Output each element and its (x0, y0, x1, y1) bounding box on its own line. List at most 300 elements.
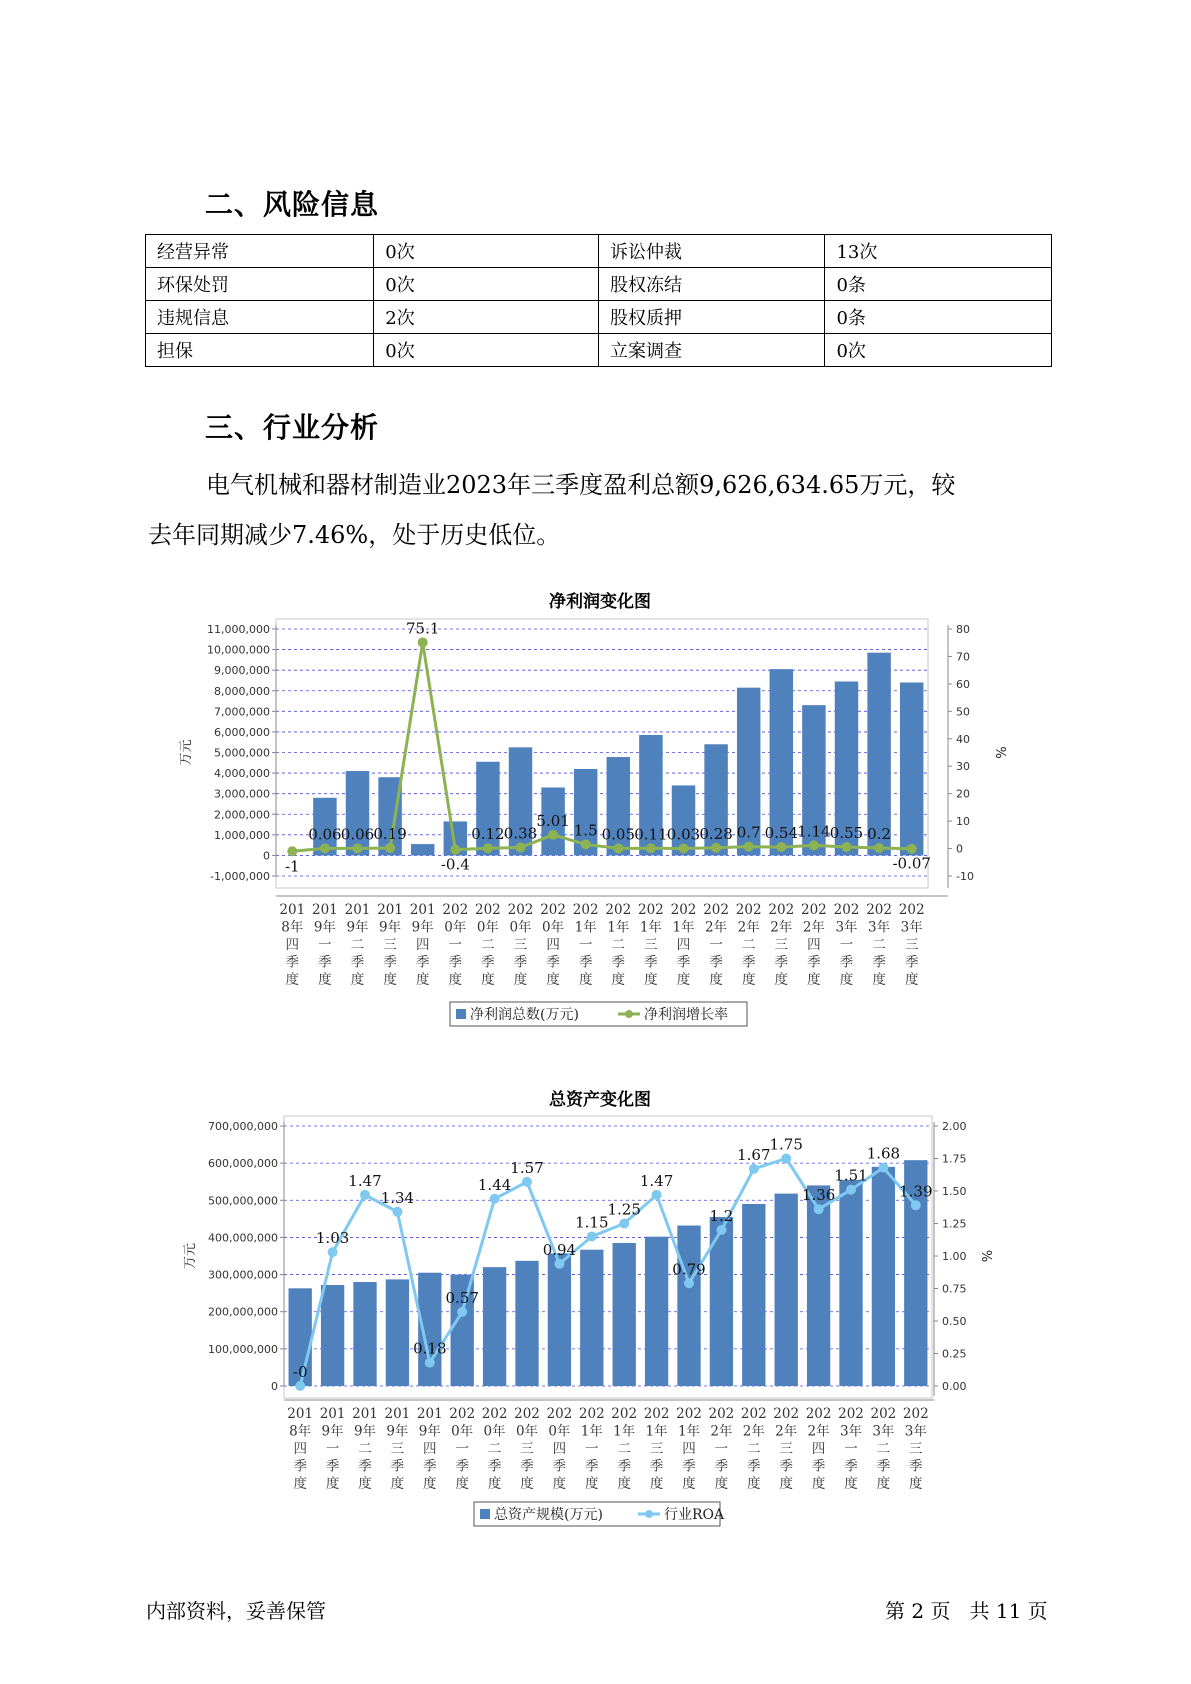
x-tick-label: 二 (872, 937, 886, 953)
x-tick-label: 季 (747, 1458, 761, 1475)
x-tick-label: 202 (572, 902, 599, 918)
point-label: 1.34 (380, 1188, 415, 1207)
x-tick-label: 季 (611, 954, 626, 971)
x-tick-label: 202 (773, 1406, 800, 1422)
series-point (516, 843, 526, 853)
x-tick-label: 一 (325, 1441, 340, 1457)
x-tick-label: 度 (455, 1476, 469, 1492)
x-tick-label: 201 (287, 1406, 314, 1422)
y2-tick-label: -10 (956, 870, 974, 883)
x-tick-label: 四 (546, 937, 560, 953)
y-tick-label: 9,000,000 (214, 664, 270, 678)
point-label: 1.39 (899, 1182, 933, 1201)
x-tick-label: 度 (747, 1476, 761, 1492)
x-tick-label: 季 (811, 1458, 826, 1475)
bar (321, 1285, 344, 1386)
x-tick-label: 度 (585, 1476, 599, 1492)
x-tick-label: 202 (540, 902, 566, 918)
x-tick-label: 9年 (411, 919, 434, 936)
point-label: 1.15 (575, 1213, 609, 1232)
risk-table-row (146, 334, 1052, 367)
x-tick-label: 四 (423, 1441, 437, 1457)
x-tick-label: 3年 (872, 1423, 895, 1440)
series-point (287, 846, 297, 856)
point-label: 1.57 (510, 1158, 544, 1177)
x-tick-label: 度 (611, 972, 626, 988)
point-label: 0.28 (699, 824, 733, 843)
bar (411, 844, 434, 855)
x-tick-label: 9年 (418, 1423, 441, 1440)
bar (613, 1243, 636, 1386)
x-tick-label: 一 (318, 937, 332, 953)
y-tick-label: 10,000,000 (207, 643, 270, 657)
x-tick-label: 度 (676, 972, 691, 988)
x-tick-label: 三 (513, 937, 528, 953)
x-tick-label: 2年 (710, 1423, 733, 1440)
y2-axis-title: % (978, 1249, 993, 1263)
x-tick-label: 季 (520, 1458, 534, 1475)
x-tick-label: 四 (552, 1441, 567, 1457)
x-tick-label: 一 (455, 1441, 469, 1457)
point-label: 1.51 (834, 1166, 868, 1185)
x-tick-label: 2年 (770, 919, 793, 936)
x-tick-label: 202 (638, 902, 664, 918)
x-tick-label: 9年 (346, 919, 369, 936)
x-tick-label: 202 (740, 1406, 767, 1422)
x-tick-label: 度 (325, 1476, 340, 1492)
x-tick-label: 四 (807, 937, 821, 953)
risk-item-label: 担保 (146, 334, 374, 367)
x-tick-label: 度 (774, 972, 789, 988)
x-tick-label: 201 (344, 902, 371, 918)
summary-line-2: 去年同期减少7.46%，处于历史低位。 (148, 521, 561, 549)
series-point (842, 842, 852, 852)
risk-item-label: 股权质押 (598, 301, 825, 334)
x-tick-label: 三 (909, 1441, 923, 1457)
x-tick-label: 季 (578, 954, 593, 971)
x-tick-label: 一 (839, 937, 854, 953)
x-tick-label: 三 (520, 1441, 534, 1457)
x-tick-label: 四 (285, 937, 300, 953)
risk-item-value: 13次 (825, 235, 1052, 268)
x-tick-label: 202 (708, 1406, 735, 1422)
bar (515, 1261, 538, 1386)
y2-tick-label: 2.00 (942, 1120, 967, 1133)
x-tick-label: 202 (902, 1406, 929, 1422)
x-tick-label: 季 (649, 1458, 664, 1475)
series-point (581, 839, 591, 849)
bar (742, 1204, 765, 1386)
x-tick-label: 度 (617, 1476, 631, 1492)
footer-confidential: 内部资料，妥善保管 (146, 1599, 326, 1623)
point-label: 5.01 (536, 811, 570, 830)
y-tick-label: 0 (263, 849, 270, 863)
series-point (353, 843, 363, 853)
legend-bar-label: 总资产规模(万元) (494, 1507, 603, 1523)
x-tick-label: 202 (768, 902, 795, 918)
x-tick-label: 0年 (509, 919, 532, 936)
x-tick-label: 201 (312, 902, 338, 918)
y-tick-label: 200,000,000 (208, 1305, 278, 1319)
x-tick-label: 三 (383, 937, 397, 953)
series-point (716, 1225, 726, 1235)
y2-tick-label: 20 (956, 787, 970, 801)
x-tick-label: 度 (909, 1476, 923, 1492)
point-label: 1.75 (769, 1135, 803, 1154)
series-point (295, 1381, 305, 1391)
point-label: 0.54 (764, 824, 799, 843)
x-tick-label: 季 (318, 954, 332, 971)
bar (645, 1237, 668, 1386)
x-tick-label: 202 (670, 902, 697, 918)
x-tick-label: 度 (520, 1476, 534, 1492)
x-tick-label: 四 (676, 937, 691, 953)
y-tick-label: 500,000,000 (208, 1194, 278, 1208)
point-label: 0.18 (413, 1339, 447, 1358)
y2-tick-label: 0 (956, 842, 963, 856)
point-label: -0.4 (440, 855, 470, 874)
x-tick-label: 一 (709, 937, 723, 953)
legend-bar-swatch (480, 1509, 490, 1519)
x-tick-label: 季 (714, 1458, 729, 1475)
x-tick-label: 季 (617, 1458, 631, 1475)
series-point (522, 1177, 532, 1187)
risk-info-table (145, 234, 1052, 367)
series-point (457, 1307, 467, 1317)
x-tick-label: 三 (649, 1441, 664, 1457)
x-tick-label: 0年 (483, 1423, 506, 1440)
x-tick-label: 1年 (677, 1423, 701, 1440)
bar (677, 1226, 700, 1386)
x-tick-label: 季 (423, 1458, 437, 1475)
x-tick-label: 202 (833, 902, 860, 918)
y-tick-label: -1,000,000 (210, 870, 270, 883)
series-point (613, 843, 623, 853)
summary-line-1: 电气机械和器材制造业2023年三季度盈利总额9,626,634.65万元，较 (206, 471, 956, 499)
series-point (652, 1190, 662, 1200)
x-tick-label: 度 (358, 1476, 372, 1492)
x-tick-label: 201 (319, 1406, 346, 1422)
x-tick-label: 一 (714, 1441, 729, 1457)
series-point (360, 1190, 370, 1200)
x-tick-label: 季 (293, 1458, 307, 1475)
x-tick-label: 度 (714, 1476, 729, 1492)
y-tick-label: 8,000,000 (214, 684, 270, 698)
x-tick-label: 度 (839, 972, 854, 988)
x-tick-label: 季 (546, 954, 560, 971)
x-tick-label: 1年 (639, 919, 662, 936)
y-tick-label: 7,000,000 (214, 705, 270, 719)
y2-tick-label: 60 (956, 677, 970, 691)
x-tick-label: 季 (487, 1458, 502, 1475)
legend-line-label: 行业ROA (664, 1507, 725, 1523)
series-point (450, 845, 460, 855)
x-tick-label: 202 (507, 902, 534, 918)
x-tick-label: 度 (383, 972, 397, 988)
x-tick-label: 二 (876, 1441, 891, 1457)
x-tick-label: 二 (358, 1441, 372, 1457)
x-tick-label: 3年 (904, 1423, 927, 1440)
bar (775, 1194, 798, 1386)
y2-tick-label: 80 (956, 623, 970, 636)
point-label: 0.05 (601, 825, 636, 844)
bar (839, 1180, 862, 1386)
point-label: 0.55 (829, 824, 864, 843)
x-tick-label: 季 (909, 1458, 923, 1475)
series-point (679, 843, 689, 853)
y2-tick-label: 40 (956, 732, 970, 746)
x-tick-label: 201 (377, 902, 403, 918)
series-point (776, 842, 786, 852)
y-axis-title: 万元 (179, 739, 194, 766)
x-tick-label: 2年 (807, 1423, 830, 1440)
x-tick-label: 三 (779, 1441, 793, 1457)
x-tick-label: 二 (481, 937, 495, 953)
x-tick-label: 三 (904, 937, 919, 953)
bar (872, 1167, 895, 1386)
x-tick-label: 四 (415, 937, 430, 953)
y-tick-label: 300,000,000 (208, 1268, 278, 1282)
x-tick-label: 0年 (451, 1423, 474, 1440)
series-point (878, 1163, 888, 1173)
bar (548, 1253, 571, 1386)
x-tick-label: 二 (611, 937, 626, 953)
x-tick-label: 度 (481, 972, 495, 988)
point-label: 0.94 (542, 1240, 577, 1259)
x-tick-label: 二 (741, 937, 756, 953)
series-point (490, 1194, 500, 1204)
series-point (385, 843, 395, 853)
x-tick-label: 一 (448, 937, 463, 953)
series-point (646, 843, 656, 853)
point-label: 0.2 (867, 825, 892, 844)
x-tick-label: 1年 (672, 919, 695, 936)
point-label: 0.19 (373, 825, 407, 844)
x-tick-label: 季 (904, 954, 919, 971)
x-tick-label: 季 (774, 954, 789, 971)
x-tick-label: 度 (448, 972, 463, 988)
series-point (846, 1185, 856, 1195)
x-tick-label: 202 (735, 902, 762, 918)
x-tick-label: 度 (513, 972, 528, 988)
x-tick-label: 三 (644, 937, 658, 953)
point-label: 1.2 (709, 1207, 734, 1225)
chart1-title: 净利润变化图 (549, 592, 651, 612)
risk-item-label: 立案调查 (598, 334, 825, 367)
x-tick-label: 202 (866, 902, 892, 918)
x-tick-label: 季 (358, 1458, 372, 1475)
y-tick-label: 0 (271, 1380, 278, 1393)
risk-item-label: 经营异常 (146, 235, 374, 268)
x-tick-label: 202 (703, 902, 729, 918)
series-point (781, 1154, 791, 1164)
x-tick-label: 度 (644, 972, 658, 988)
point-label: 0.12 (471, 825, 505, 844)
x-tick-label: 1年 (580, 1423, 603, 1440)
x-tick-label: 四 (682, 1441, 696, 1457)
x-tick-label: 202 (514, 1406, 540, 1422)
x-tick-label: 201 (409, 902, 436, 918)
x-tick-label: 季 (807, 954, 821, 971)
x-tick-label: 一 (578, 937, 593, 953)
x-tick-label: 度 (423, 1476, 437, 1492)
x-tick-label: 季 (876, 1458, 891, 1475)
x-tick-label: 3年 (868, 919, 891, 936)
x-tick-label: 201 (384, 1406, 411, 1422)
y-tick-label: 1,000,000 (214, 828, 270, 842)
x-tick-label: 3年 (900, 919, 923, 936)
legend-bar-swatch (456, 1009, 466, 1019)
risk-item-label: 股权冻结 (598, 268, 825, 301)
risk-item-value: 0次 (825, 334, 1052, 367)
series-point (907, 844, 917, 854)
x-tick-label: 202 (898, 902, 925, 918)
x-tick-label: 0年 (444, 919, 467, 936)
risk-item-label: 违规信息 (146, 301, 374, 334)
x-tick-label: 9年 (379, 919, 402, 936)
point-label: 0.79 (672, 1260, 706, 1279)
net-profit-chart (170, 612, 1030, 1032)
x-tick-label: 1年 (645, 1423, 668, 1440)
series-point (554, 1259, 564, 1269)
x-tick-label: 二 (617, 1441, 631, 1457)
point-label: 0.38 (503, 824, 538, 843)
x-tick-label: 季 (741, 954, 756, 971)
risk-item-value: 0次 (374, 268, 599, 301)
series-point (809, 840, 819, 850)
x-tick-label: 0年 (542, 919, 565, 936)
y-tick-label: 700,000,000 (208, 1120, 278, 1133)
x-tick-label: 202 (676, 1406, 702, 1422)
x-tick-label: 度 (709, 972, 723, 988)
x-tick-label: 202 (605, 902, 632, 918)
x-tick-label: 度 (578, 972, 593, 988)
risk-item-value: 0条 (825, 268, 1052, 301)
x-tick-label: 季 (390, 1458, 405, 1475)
point-label: 0.06 (340, 825, 375, 844)
point-label: 1.25 (607, 1200, 641, 1219)
x-tick-label: 度 (741, 972, 756, 988)
x-tick-label: 季 (676, 954, 691, 971)
series-point (814, 1204, 824, 1214)
x-tick-label: 季 (455, 1458, 469, 1475)
bar (386, 1279, 409, 1386)
x-tick-label: 3年 (835, 919, 858, 936)
legend-line-marker (645, 1510, 653, 1518)
x-tick-label: 季 (585, 1458, 599, 1475)
x-tick-label: 2年 (705, 919, 728, 936)
bar (900, 683, 923, 856)
series-point (684, 1278, 694, 1288)
y2-tick-label: 0.75 (942, 1282, 967, 1296)
x-tick-label: 202 (838, 1406, 864, 1422)
point-label: 0.57 (445, 1288, 479, 1307)
series-point (711, 843, 721, 853)
y2-tick-label: 70 (956, 650, 970, 664)
series-point (320, 843, 330, 853)
x-tick-label: 一 (585, 1441, 599, 1457)
y2-tick-label: 0.25 (942, 1347, 967, 1361)
x-tick-label: 9年 (313, 919, 336, 936)
x-tick-label: 度 (779, 1476, 793, 1492)
series-point (874, 843, 884, 853)
x-tick-label: 度 (807, 972, 821, 988)
y-tick-label: 4,000,000 (214, 767, 270, 781)
point-label: -0.07 (892, 854, 931, 873)
x-tick-label: 季 (513, 954, 528, 971)
point-label: -1 (284, 857, 300, 876)
x-tick-label: 季 (644, 954, 658, 971)
x-tick-label: 四 (293, 1441, 307, 1457)
y-tick-label: 100,000,000 (208, 1342, 278, 1356)
x-tick-label: 8年 (289, 1423, 312, 1440)
x-tick-label: 度 (487, 1476, 502, 1492)
x-tick-label: 202 (805, 1406, 832, 1422)
x-tick-label: 2年 (775, 1423, 798, 1440)
y2-tick-label: 0.00 (942, 1380, 967, 1393)
y-tick-label: 6,000,000 (214, 725, 270, 739)
x-tick-label: 二 (747, 1441, 761, 1457)
y-axis-title: 万元 (183, 1242, 198, 1270)
x-tick-label: 201 (352, 1406, 378, 1422)
x-tick-label: 202 (801, 902, 827, 918)
y2-tick-label: 1.50 (942, 1185, 967, 1198)
x-tick-label: 202 (449, 1406, 476, 1422)
y-tick-label: 11,000,000 (207, 623, 270, 636)
x-tick-label: 二 (487, 1441, 502, 1457)
x-tick-label: 202 (475, 902, 501, 918)
x-tick-label: 0年 (515, 1423, 539, 1440)
y-tick-label: 400,000,000 (208, 1231, 278, 1245)
x-tick-label: 1年 (613, 1423, 636, 1440)
y2-tick-label: 50 (956, 705, 970, 719)
y-tick-label: 600,000,000 (208, 1157, 278, 1171)
risk-table-row (146, 235, 1052, 268)
y2-tick-label: 1.25 (942, 1217, 967, 1231)
series-point (328, 1247, 338, 1257)
x-tick-label: 季 (709, 954, 723, 971)
y2-tick-label: 0.50 (942, 1315, 967, 1328)
x-tick-label: 度 (293, 1476, 307, 1492)
x-tick-label: 季 (350, 954, 365, 971)
point-label: -0 (292, 1363, 308, 1381)
x-tick-label: 季 (481, 954, 495, 971)
x-tick-label: 度 (552, 1476, 567, 1492)
x-tick-label: 度 (682, 1476, 696, 1492)
x-tick-label: 三 (390, 1441, 405, 1457)
x-tick-label: 9年 (321, 1423, 344, 1440)
series-point (587, 1232, 597, 1242)
risk-item-value: 0次 (374, 334, 599, 367)
x-tick-label: 季 (839, 954, 854, 971)
x-tick-label: 202 (870, 1406, 897, 1422)
x-tick-label: 度 (649, 1476, 664, 1492)
x-tick-label: 季 (383, 954, 397, 971)
x-tick-label: 202 (442, 902, 469, 918)
x-tick-label: 度 (546, 972, 560, 988)
x-tick-label: 度 (844, 1476, 858, 1492)
x-tick-label: 2年 (802, 919, 825, 936)
industry-summary-paragraph (148, 460, 1048, 560)
risk-table-row (146, 268, 1052, 301)
series-point (911, 1200, 921, 1210)
y-tick-label: 2,000,000 (214, 808, 270, 822)
point-label: 0.03 (666, 825, 701, 844)
footer-page-number: 第 2 页 共 11 页 (885, 1599, 1048, 1623)
y2-tick-label: 1.75 (942, 1152, 967, 1166)
x-tick-label: 季 (844, 1458, 858, 1475)
x-tick-label: 3年 (839, 1423, 863, 1440)
